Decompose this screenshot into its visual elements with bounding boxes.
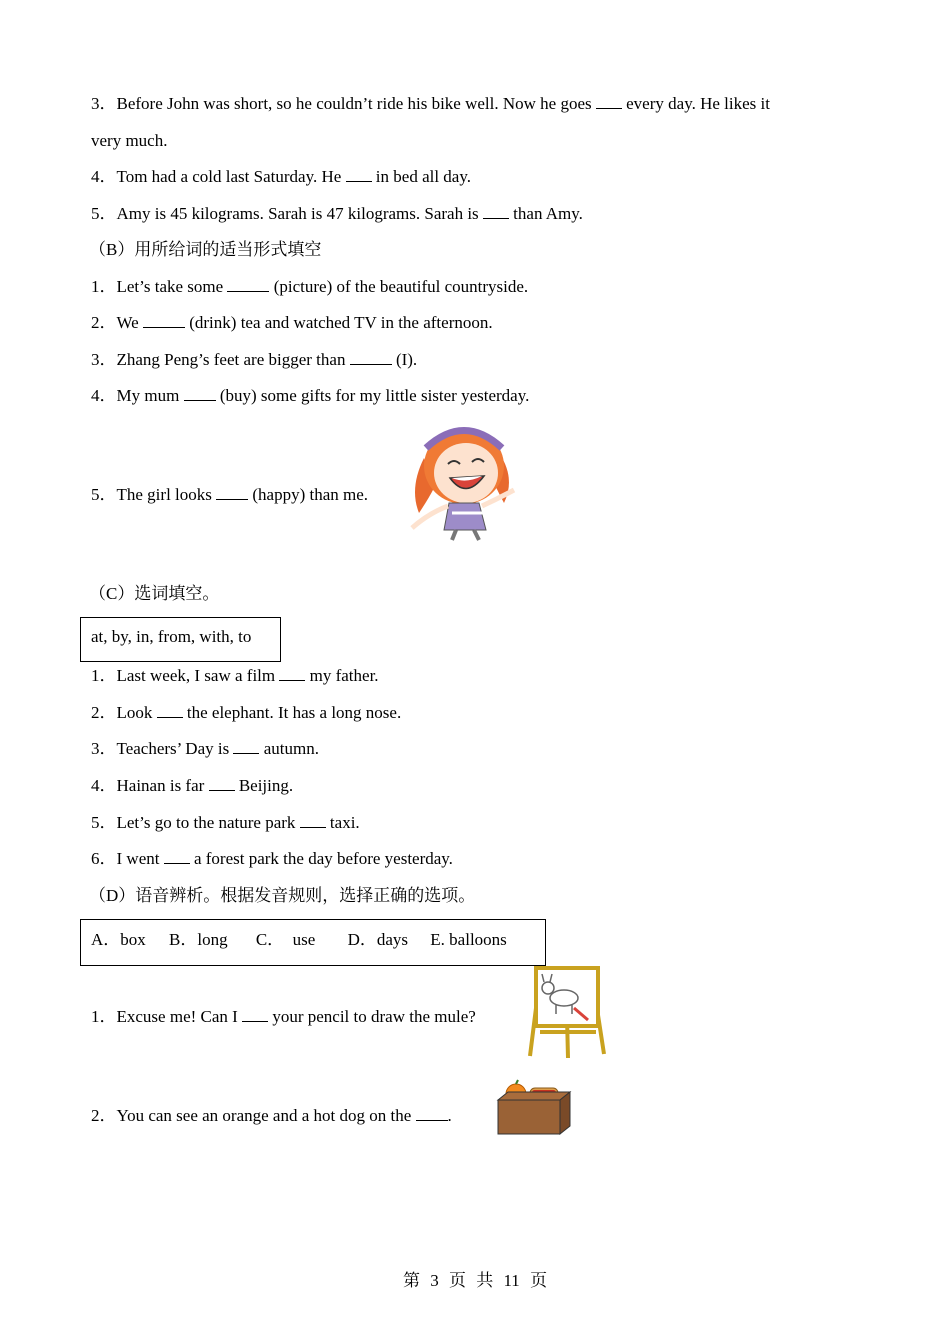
girl-arm-left [412,506,448,528]
question-text: 1．Excuse me! Can I [91,1007,238,1026]
answer-blank[interactable] [416,1105,448,1121]
easel-canvas [536,968,598,1026]
question-a4 [91,166,471,188]
question-text: 2．Look [91,703,153,722]
orange-stem [516,1080,518,1084]
question-text: than Amy. [513,204,583,223]
question-a3-line1 [91,93,770,115]
question-b3 [91,349,417,371]
question-text: 3．Zhang Peng’s feet are bigger than [91,350,346,369]
section-b-heading: （B）用所给词的适当形式填空 [89,240,322,259]
option-a: A．box [91,930,146,949]
answer-blank[interactable] [279,665,305,681]
easel-mule-drawing-illustration [526,966,606,1058]
question-text: 2．You can see an orange and a hot dog on the [91,1106,412,1125]
question-a3-line2 [91,130,167,152]
word-bank-box [80,617,281,662]
section-c-heading: （C）选词填空。 [89,584,220,603]
section-d-heading: （D）语音辨析。根据发音规则，选择正确的选项。 [89,886,476,905]
question-text: (happy) than me. [252,485,369,504]
answer-blank[interactable] [596,93,622,109]
answer-blank[interactable] [184,385,216,401]
question-b2 [91,312,493,334]
question-text: your pencil to draw the mule? [272,1007,476,1026]
question-a5 [91,203,583,225]
answer-blank[interactable] [483,203,509,219]
question-c1 [91,665,379,687]
question-text: (buy) some gifts for my little sister yesterday. [219,386,530,405]
box-side [560,1092,570,1134]
question-text: . [447,1106,452,1125]
question-text: 4．Hainan is far [91,776,205,795]
box-orange-hotdog-illustration [496,1078,572,1136]
question-text: 5．Amy is 45 kilograms. Sarah is 47 kilograms. Sarah is [91,204,479,223]
page-number: 3 [430,1271,439,1290]
footer-label: 页 [448,1271,466,1290]
page-footer [0,1266,950,1291]
word-bank-text: at, by, in, from, with, to [91,627,252,646]
option-b: B．long [169,930,228,949]
box-front [498,1100,560,1134]
question-text: Beijing. [238,776,294,795]
option-e: E. balloons [430,930,507,949]
question-text: taxi. [329,813,360,832]
question-c3 [91,738,319,760]
question-text: 1．Let’s take some [91,277,224,296]
options-box [80,919,546,966]
question-b5 [91,484,368,506]
question-text: (I). [395,350,418,369]
box-top [498,1092,570,1100]
girl-dress [444,503,486,530]
answer-blank[interactable] [227,276,269,292]
question-text: in bed all day. [375,167,471,186]
answer-blank[interactable] [233,738,259,754]
girl-face [434,443,498,503]
girl-legs [452,530,479,540]
option-d: D．days [347,930,409,949]
footer-label: 页 [530,1271,548,1290]
question-d2 [91,1105,452,1127]
question-text: 3．Before John was short, so he couldn’t ride his bike well. Now he goes [91,94,592,113]
footer-label: 第 [402,1271,420,1290]
question-b4 [91,385,529,407]
answer-blank[interactable] [209,775,235,791]
question-text: every day. He likes it [626,94,770,113]
question-text: 4．My mum [91,386,180,405]
answer-blank[interactable] [157,702,183,718]
footer-label: 共 [476,1271,494,1290]
happy-girl-illustration [404,418,518,544]
answer-blank[interactable] [346,166,372,182]
question-text: the elephant. It has a long nose. [186,703,402,722]
answer-blank[interactable] [143,312,185,328]
question-text: 2．We [91,313,139,332]
option-c: C． use [255,930,316,949]
question-d1 [91,1006,476,1028]
answer-blank[interactable] [350,349,392,365]
answer-blank[interactable] [300,812,326,828]
answer-blank[interactable] [216,484,248,500]
question-c5 [91,812,360,834]
answer-blank[interactable] [164,848,190,864]
question-b1 [91,276,528,298]
question-text: 6．I went [91,849,160,868]
question-text: 5．Let’s go to the nature park [91,813,296,832]
question-text: my father. [309,666,379,685]
page-total: 11 [503,1271,520,1290]
question-text: a forest park the day before yesterday. [193,849,453,868]
question-c2 [91,702,401,724]
question-text: 5．The girl looks [91,485,212,504]
question-text: 1．Last week, I saw a film [91,666,276,685]
question-text: (picture) of the beautiful countryside. [273,277,529,296]
question-text: (drink) tea and watched TV in the afternoon. [189,313,493,332]
question-c6 [91,848,453,870]
question-text: 3．Teachers’ Day is [91,739,230,758]
question-c4 [91,775,293,797]
question-text: autumn. [263,739,319,758]
question-text: very much. [91,131,168,150]
answer-blank[interactable] [242,1006,268,1022]
question-text: 4．Tom had a cold last Saturday. He [91,167,342,186]
